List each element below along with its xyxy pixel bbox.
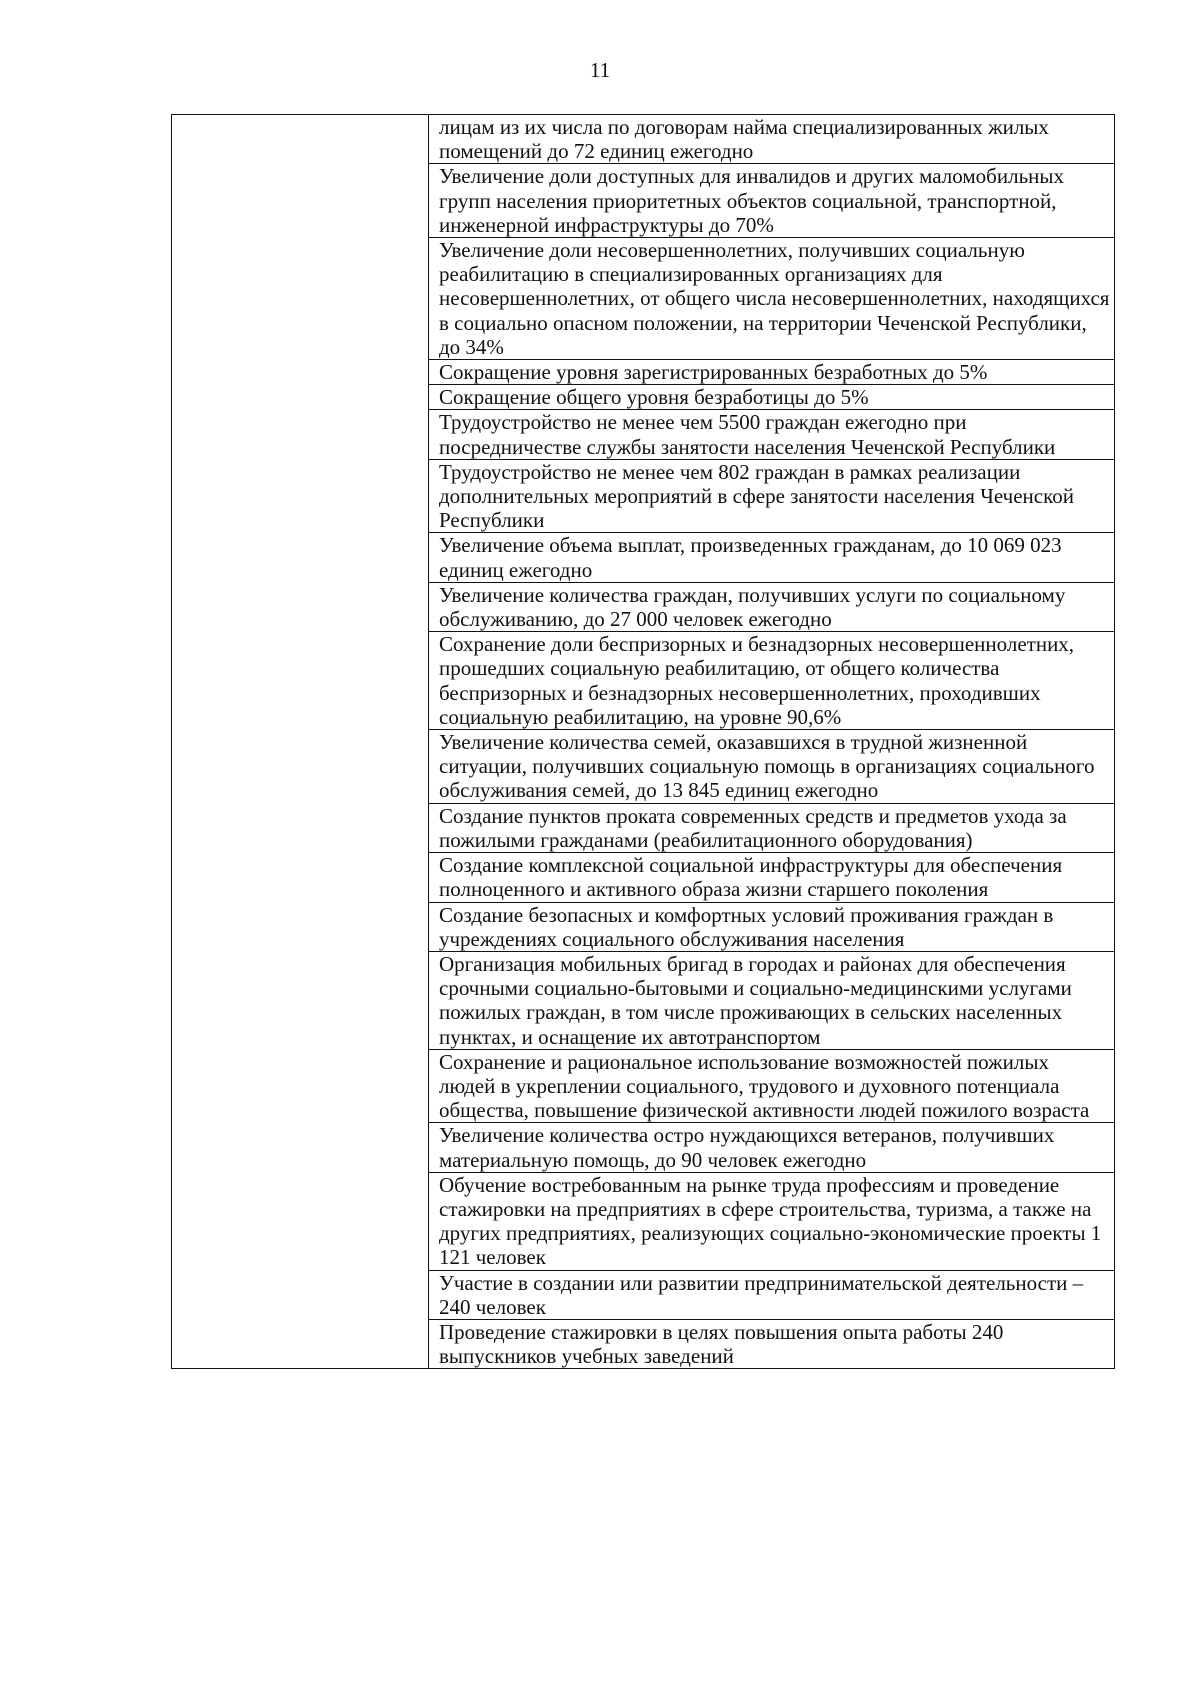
table-body — [172, 115, 1115, 1369]
indicator-text: Создание безопасных и комфортных условий проживания граждан в учреждениях социального обслуживания населения — [439, 902, 1054, 951]
indicator-text: Увеличение доли доступных для инвалидов и других маломобильных групп населения приоритетных объектов социальной, транспортной, инженерной инфраструктуры до 70% — [439, 164, 1065, 237]
indicator-text: Сокращение общего уровня безработицы до 5% — [439, 385, 869, 410]
page-number: 11 — [589, 58, 611, 82]
indicator-cell — [429, 951, 1115, 1049]
indicator-cell — [429, 730, 1115, 804]
indicator-cell — [429, 1319, 1115, 1368]
empty-left-column — [172, 115, 429, 1369]
indicator-text: Обучение востребованным на рынке труда профессиям и проведение стажировки на предприятиях в сфере строительства, туризма, а также на других предприятиях, реализующих социально-экономические проекты 1 121 человек — [439, 1172, 1102, 1270]
indicator-cell — [429, 1049, 1115, 1123]
indicator-cell — [429, 115, 1115, 164]
indicator-cell — [429, 533, 1115, 582]
indicator-text: Участие в создании или развитии предпринимательской деятельности – 240 человек — [439, 1270, 1084, 1319]
indicator-cell — [429, 902, 1115, 951]
indicator-cell — [429, 582, 1115, 631]
indicator-text: Создание комплексной социальной инфраструктуры для обеспечения полноценного и активного образа жизни старшего поколения — [439, 853, 1063, 902]
indicator-text: Увеличение количества граждан, получивших услуги по социальному обслуживанию, до 27 000 человек ежегодно — [439, 582, 1066, 632]
indicator-cell — [429, 632, 1115, 730]
indicator-text: Трудоустройство не менее чем 802 граждан в рамках реализации дополнительных мероприятий в сфере занятости населения Чеченской Республики — [439, 459, 1074, 533]
indicator-text: Увеличение количества остро нуждающихся ветеранов, получивших материальную помощь, до 90 человек ежегодно — [439, 1123, 1055, 1172]
indicator-cell — [429, 459, 1115, 533]
indicator-text: Сохранение доли беспризорных и безнадзорных несовершеннолетних, прошедших социальную реабилитацию, от общего количества беспризорных и безнадзорных несовершеннолетних, проходивших социальную реабилитацию, на уровне 90,6% — [439, 632, 1075, 729]
indicator-text: Сохранение и рациональное использование возможностей пожилых людей в укреплении социального, трудового и духовного потенциала общества, повышение физической активности людей пожилого возраста — [439, 1049, 1090, 1123]
indicator-text: Создание пунктов проката современных средств и предметов ухода за пожилыми гражданами (реабилитационного оборудования) — [439, 803, 1067, 852]
indicator-text: Трудоустройство не менее чем 5500 граждан ежегодно при посредничестве службы занятости населения Чеченской Республики — [439, 410, 1056, 459]
indicator-cell — [429, 1172, 1115, 1270]
indicator-text: Организация мобильных бригад в городах и районах для обеспечения срочными социально-бытовыми и социально-медицинскими услугами пожилых граждан, в том числе проживающих в сельских населенных пунктах, и оснащение их автотранспортом — [439, 951, 1072, 1049]
indicator-cell — [429, 385, 1115, 410]
indicator-text: лицам из их числа по договорам найма специализированных жилых помещений до 72 единиц ежегодно — [439, 115, 1049, 164]
indicator-cell — [429, 1270, 1115, 1319]
indicator-cell — [429, 853, 1115, 902]
indicator-text: Увеличение доли несовершеннолетних, получивших социальную реабилитацию в специализированных организациях для несовершеннолетних, от общего числа несовершеннолетних, находящихся в социально опасном положении, на территории Чеченской Республики, до 34% — [439, 238, 1110, 359]
indicator-cell — [429, 360, 1115, 385]
indicator-cell — [429, 803, 1115, 852]
indicator-text: Проведение стажировки в целях повышения опыта работы 240 выпускников учебных заведений — [439, 1319, 1004, 1369]
indicator-cell — [429, 238, 1115, 360]
indicator-cell — [429, 410, 1115, 459]
indicator-text: Сокращение уровня зарегистрированных безработных до 5% — [439, 360, 988, 385]
table-row — [172, 115, 1115, 164]
indicator-cell — [429, 164, 1115, 238]
indicator-text: Увеличение количества семей, оказавшихся в трудной жизненной ситуации, получивших социальную помощь в организациях социального обслуживания семей, до 13 845 единиц ежегодно — [439, 730, 1095, 803]
indicator-text: Увеличение объема выплат, произведенных гражданам, до 10 069 023 единиц ежегодно — [439, 533, 1062, 582]
indicator-cell — [429, 1123, 1115, 1172]
indicators-table — [171, 114, 1115, 1369]
